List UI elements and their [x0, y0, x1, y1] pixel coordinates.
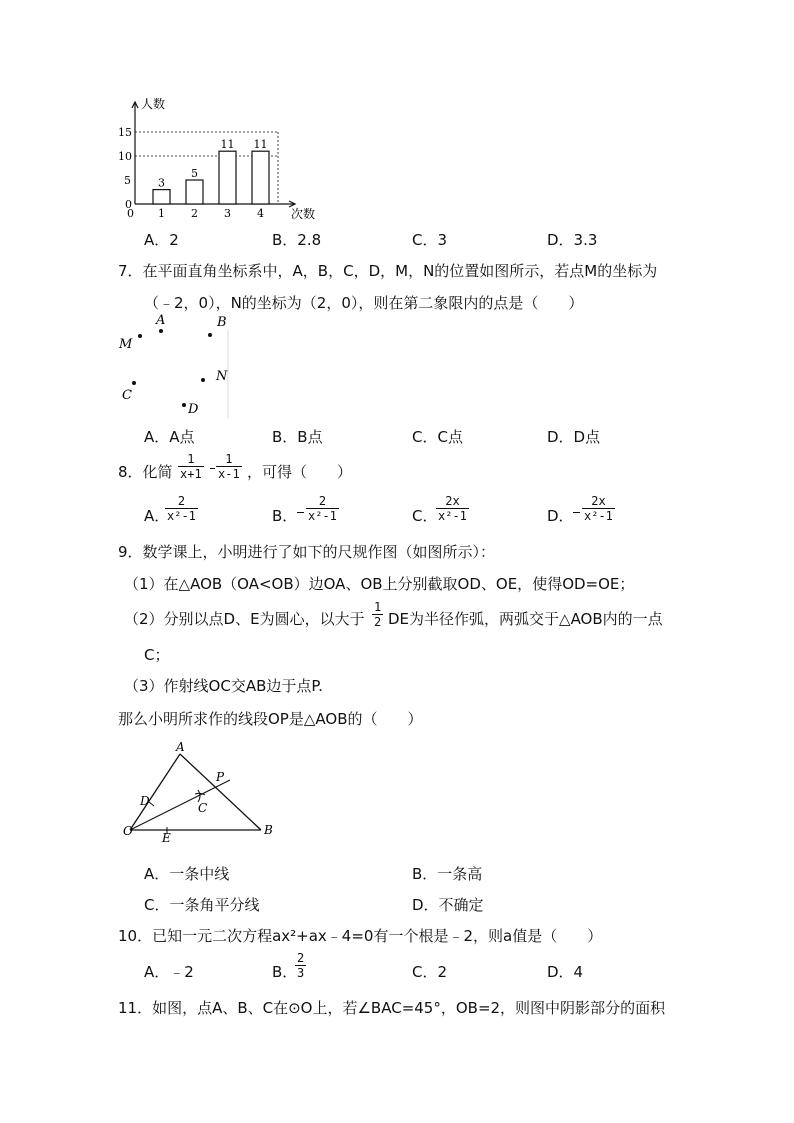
q9-half-numerator: 1 — [374, 600, 382, 614]
label-a: A — [176, 740, 185, 754]
q8-f1-numerator: 1 — [187, 452, 195, 466]
q10-option-a[interactable]: A．﹣2 — [144, 963, 194, 981]
q9-option-a[interactable]: A．一条中线 — [144, 865, 230, 883]
q8-option-c-label[interactable]: C． — [412, 507, 438, 525]
bar-value-label: 3 — [158, 176, 165, 190]
bar-value-label: 5 — [191, 167, 198, 180]
bar — [186, 180, 203, 204]
q8-c-denominator: x²-1 — [438, 509, 467, 523]
q9-step2b: DE为半径作弧，两弧交于△AOB内的一点 — [388, 610, 663, 628]
q8-option-d-fraction — [582, 494, 615, 523]
q9-step2a: （2）分别以点D、E为圆心，以大于 — [124, 610, 365, 628]
bar-value-label: 11 — [253, 138, 268, 152]
side-oa — [130, 754, 180, 830]
q10-text: 10．已知一元二次方程ax²+ax﹣4=0有一个根是﹣2，则a值是（ ） — [118, 927, 603, 945]
q9-half-fraction — [372, 600, 383, 629]
point-n-dot — [201, 378, 205, 382]
q8-prefix: 8．化简 — [118, 463, 173, 481]
triangle-construction-figure — [118, 738, 288, 846]
point-b-dot — [208, 333, 212, 337]
q8-option-c-fraction — [436, 494, 469, 523]
q8-d-denominator: x²-1 — [584, 509, 613, 523]
x-tick-label: 1 — [158, 207, 165, 220]
q8-option-b-fraction — [306, 494, 339, 523]
label-d: D — [140, 794, 150, 808]
q9-option-d[interactable]: D．不确定 — [412, 896, 484, 914]
x-tick-label: 3 — [224, 207, 231, 220]
q8-f2-denominator: x-1 — [218, 467, 240, 481]
q7-option-b[interactable]: B．B点 — [272, 428, 323, 446]
bar-value-label: 11 — [220, 138, 235, 152]
q9-step1: （1）在△AOB（OA<OB）边OA、OB上分别截取OD、OE，使得OD=OE； — [124, 575, 635, 593]
q8-suffix: ，可得（ ） — [247, 463, 353, 481]
q7-option-d[interactable]: D．D点 — [547, 428, 601, 446]
q8-option-b-label[interactable]: B． — [272, 507, 298, 525]
y-tick-label: 10 — [118, 150, 132, 163]
q9-step2c: C； — [144, 646, 170, 664]
minus-sign — [573, 512, 580, 513]
q9-option-c[interactable]: C．一条角平分线 — [144, 896, 260, 914]
q9-half-denominator: 2 — [374, 615, 382, 629]
q6-option-d[interactable]: D．3.3 — [547, 231, 598, 249]
x-tick-label: 4 — [257, 207, 264, 220]
q10-b-denominator: 3 — [297, 966, 305, 980]
origin-label: 0 — [127, 207, 134, 220]
point-m-label: M — [119, 337, 133, 352]
q10-option-c[interactable]: C．2 — [412, 963, 448, 981]
point-a-dot — [159, 329, 163, 333]
label-o: O — [123, 824, 133, 838]
point-a-label: A — [156, 313, 166, 328]
q6-option-b[interactable]: B．2.8 — [272, 231, 322, 249]
y-axis-label: 人数 — [141, 97, 166, 111]
q8-b-numerator: 2 — [318, 494, 327, 508]
q11-text: 11．如图，点A、B、C在⊙O上，若∠BAC=45°，OB=2，则图中阴影部分的面积 — [118, 999, 666, 1017]
minus-sign — [297, 512, 304, 513]
label-b: B — [264, 823, 273, 837]
q8-a-denominator: x²-1 — [167, 509, 196, 523]
y-tick-label: 15 — [118, 126, 132, 139]
label-p: P — [216, 770, 225, 784]
q8-option-a-fraction — [165, 494, 198, 523]
side-ab — [180, 754, 261, 830]
y-tick-label: 0 — [125, 198, 132, 211]
minus-sign — [210, 468, 215, 469]
bar — [219, 151, 236, 204]
q8-option-d-label[interactable]: D． — [547, 507, 574, 525]
point-b-label: B — [217, 315, 227, 330]
x-axis-label: 次数 — [291, 207, 316, 221]
q9-question: 那么小明所求作的线段OP是△AOB的（ ） — [118, 710, 423, 728]
q8-fraction-2 — [216, 452, 242, 481]
q10-option-b-fraction — [295, 951, 306, 980]
q8-c-numerator: 2x — [445, 494, 460, 508]
point-c-dot — [132, 381, 136, 385]
q7-option-a[interactable]: A．A点 — [144, 428, 195, 446]
label-e: E — [162, 831, 171, 845]
bar-chart — [115, 92, 325, 222]
q7-option-c[interactable]: C．C点 — [412, 428, 463, 446]
q9-step3: （3）作射线OC交AB边于点P. — [124, 677, 323, 695]
label-c: C — [198, 801, 208, 815]
y-tick-label: 5 — [124, 174, 131, 187]
q8-f1-denominator: x+1 — [180, 467, 202, 481]
q9-intro: 9．数学课上，小明进行了如下的尺规作图（如图所示）： — [118, 543, 496, 561]
q7-point-figure — [115, 310, 245, 420]
q8-b-denominator: x²-1 — [308, 509, 337, 523]
q7-text-line1: 7．在平面直角坐标系中，A，B，C，D，M，N的位置如图所示，若点M的坐标为 — [118, 262, 658, 280]
arc-d — [149, 802, 154, 806]
q6-option-c[interactable]: C．3 — [412, 231, 448, 249]
point-c-label: C — [122, 388, 132, 403]
q8-d-numerator: 2x — [591, 494, 606, 508]
point-m-dot — [138, 334, 142, 338]
q8-fraction-1 — [178, 452, 204, 481]
q7-text-line2: （﹣2，0），N的坐标为（2，0），则在第二象限内的点是（ ） — [144, 294, 584, 312]
q10-b-numerator: 2 — [297, 951, 305, 965]
point-n-label: N — [216, 369, 228, 384]
q6-option-a[interactable]: A．2 — [144, 231, 179, 249]
point-d-dot — [182, 403, 186, 407]
bar — [252, 151, 269, 204]
q8-a-numerator: 2 — [177, 494, 186, 508]
q9-option-b[interactable]: B．一条高 — [412, 865, 483, 883]
x-tick-label: 2 — [191, 207, 198, 220]
point-d-label: D — [188, 402, 199, 417]
q10-option-d[interactable]: D．4 — [547, 963, 584, 981]
q8-option-a-label[interactable]: A． — [144, 507, 170, 525]
bar — [153, 190, 170, 204]
q8-f2-numerator: 1 — [225, 452, 233, 466]
q10-option-b-label[interactable]: B． — [272, 963, 298, 981]
